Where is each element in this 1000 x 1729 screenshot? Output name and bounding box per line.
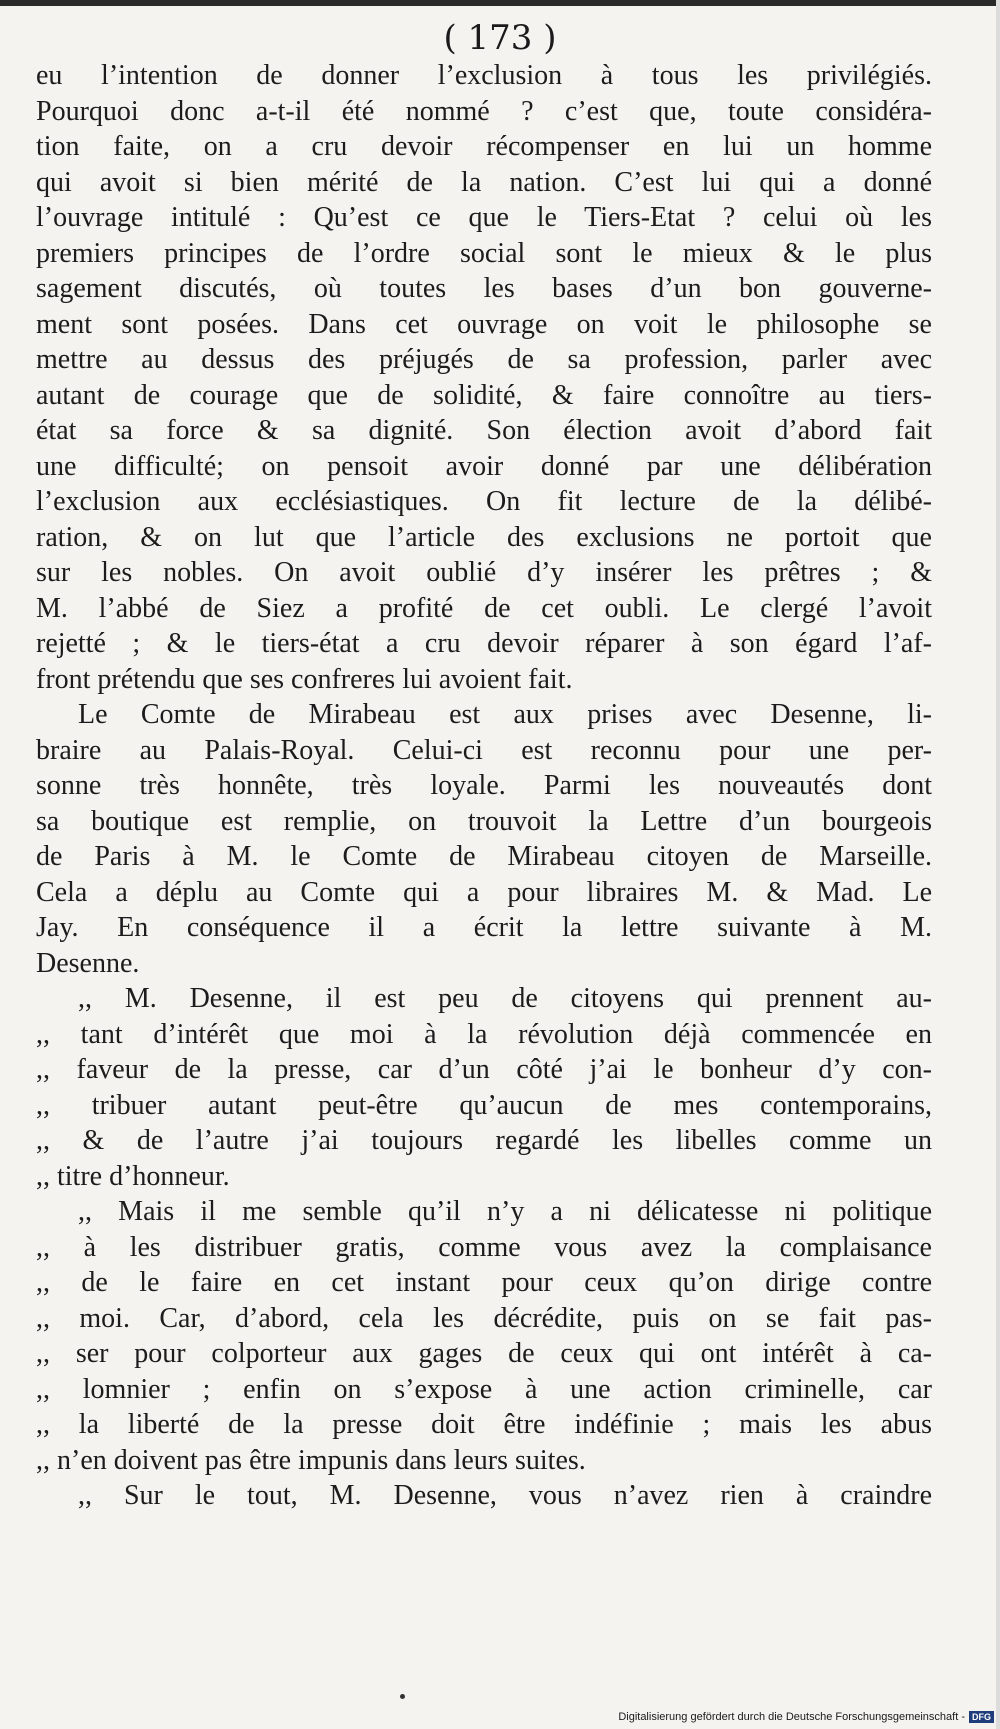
- text-line: l’exclusion aux ecclésiastiques. On fit lecture de la délibé-: [36, 486, 932, 517]
- text-line: front prétendu que ses confreres lui avoient fait.: [36, 663, 573, 695]
- text-line: de Paris à M. le Comte de Mirabeau citoyen de Marseille.: [36, 841, 932, 872]
- text-line: ,, Mais il me semble qu’il n’y a ni délicatesse ni politique: [78, 1196, 932, 1227]
- text-line: sagement discutés, où toutes les bases d’un bon gouverne-: [36, 273, 932, 304]
- dfg-logo: DFG: [969, 1711, 994, 1723]
- body-text: [36, 58, 932, 1514]
- text-line: ,, lomnier ; enfin on s’expose à une action criminelle, car: [36, 1373, 932, 1405]
- text-line: ,, titre d’honneur.: [36, 1160, 230, 1192]
- text-line: ,, n’en doivent pas être impunis dans leurs suites.: [36, 1444, 586, 1476]
- text-line: ,, à les distribuer gratis, comme vous avez la complaisance: [36, 1231, 932, 1263]
- text-line: état sa force & sa dignité. Son élection avoit d’abord fait: [36, 415, 932, 446]
- text-line: ment sont posées. Dans cet ouvrage on voit le philosophe se: [36, 308, 932, 340]
- text-line: mettre au dessus des préjugés de sa profession, parler avec: [36, 344, 932, 375]
- text-line: Desenne.: [36, 947, 140, 979]
- text-line: ,, tribuer autant peut-être qu’aucun de mes contemporains,: [36, 1089, 932, 1121]
- text-line: l’ouvrage intitulé : Qu’est ce que le Tiers-Etat ? celui où les: [36, 202, 932, 233]
- ink-speck: [400, 1694, 405, 1699]
- text-line: sonne très honnête, très loyale. Parmi les nouveautés dont: [36, 770, 932, 801]
- text-line: sur les nobles. On avoit oublié d’y insérer les prêtres ; &: [36, 557, 932, 588]
- page-number: ( 173 ): [443, 18, 557, 58]
- text-line: Pourquoi donc a-t-il été nommé ? c’est que, toute considéra-: [36, 95, 932, 127]
- text-line: ,, & de l’autre j’ai toujours regardé les libelles comme un: [36, 1125, 932, 1156]
- text-line: sa boutique est remplie, on trouvoit la Lettre d’un bourgeois: [36, 805, 932, 837]
- text-line: qui avoit si bien mérité de la nation. C’est lui qui a donné: [36, 166, 932, 198]
- page-edge: [996, 0, 1000, 1729]
- text-line: premiers principes de l’ordre social sont le mieux & le plus: [36, 237, 932, 269]
- text-line: ,, moi. Car, d’abord, cela les décrédite, puis on se fait pas-: [36, 1302, 932, 1334]
- text-line: autant de courage que de solidité, & faire connoître au tiers-: [36, 379, 932, 411]
- credit-text: Digitalisierung gefördert durch die Deutsche Forschungsgemeinschaft -: [618, 1711, 965, 1723]
- scan-border: [0, 0, 1000, 6]
- text-line: ,, de le faire en cet instant pour ceux qu’on dirige contre: [36, 1267, 932, 1298]
- text-line: rejetté ; & le tiers-état a cru devoir réparer à son égard l’af-: [36, 628, 932, 659]
- text-line: Le Comte de Mirabeau est aux prises avec Desenne, li-: [78, 699, 932, 730]
- text-line: Jay. En conséquence il a écrit la lettre suivante à M.: [36, 912, 932, 943]
- digitization-credit: [618, 1711, 994, 1723]
- text-line: tion faite, on a cru devoir récompenser en lui un homme: [36, 131, 932, 162]
- text-line: M. l’abbé de Siez a profité de cet oubli. Le clergé l’avoit: [36, 592, 932, 624]
- text-line: ,, ser pour colporteur aux gages de ceux qui ont intérêt à ca-: [36, 1338, 932, 1369]
- text-line: ,, M. Desenne, il est peu de citoyens qui prennent au-: [78, 983, 932, 1014]
- text-line: ,, faveur de la presse, car d’un côté j’ai le bonheur d’y con-: [36, 1054, 932, 1085]
- text-line: ,, Sur le tout, M. Desenne, vous n’avez rien à craindre: [78, 1480, 932, 1511]
- text-line: ration, & on lut que l’article des exclusions ne portoit que: [36, 521, 932, 553]
- text-line: ,, la liberté de la presse doit être indéfinie ; mais les abus: [36, 1409, 932, 1440]
- text-line: une difficulté; on pensoit avoir donné par une délibération: [36, 450, 932, 482]
- text-line: ,, tant d’intérêt que moi à la révolution déjà commencée en: [36, 1018, 932, 1050]
- text-line: eu l’intention de donner l’exclusion à tous les privilégiés.: [36, 60, 932, 91]
- text-line: braire au Palais-Royal. Celui-ci est reconnu pour une per-: [36, 734, 932, 766]
- text-line: Cela a déplu au Comte qui a pour libraires M. & Mad. Le: [36, 876, 932, 908]
